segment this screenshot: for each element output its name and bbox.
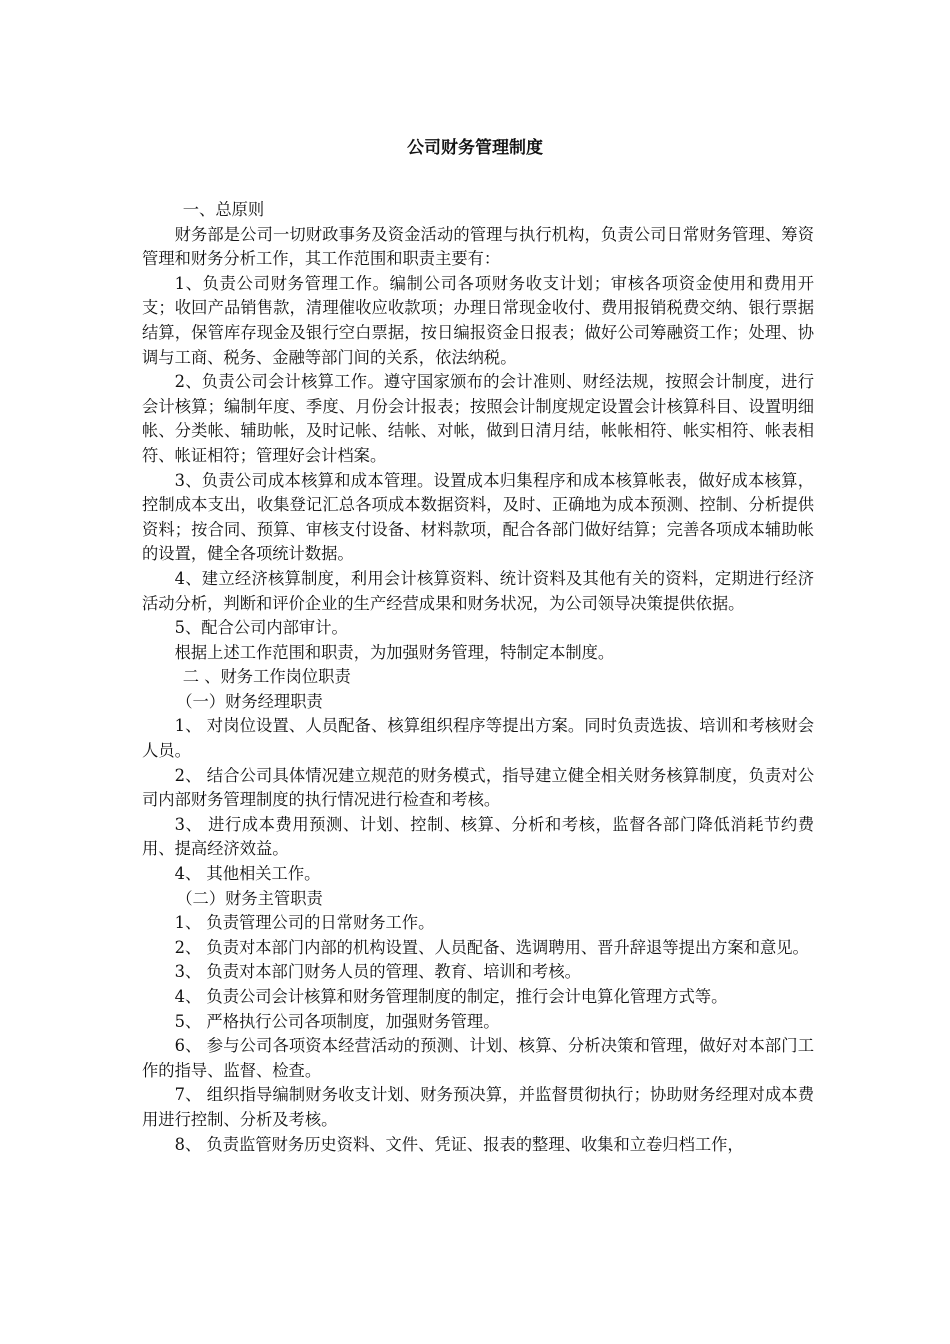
body-paragraph: 5、配合公司内部审计。 — [174, 618, 348, 638]
document-body — [142, 198, 814, 1157]
body-paragraph: 3、负责公司成本核算和成本管理。设置成本归集程序和成本核算帐表，做好成本核算，控制成本支出，收集登记汇总各项成本数据资料，及时、正确地为成本预测、控制、分析提供资料；按合同、预算、审核支付设备、材料款项，配合各部门做好结算；完善各项成本辅助帐的设置，健全各项统计数据。 — [142, 470, 814, 564]
body-paragraph: 7、 组织指导编制财务收支计划、财务预决算，并监督贯彻执行；协助财务经理对成本费用进行控制、分析及考核。 — [142, 1085, 814, 1129]
body-paragraph: 1、 负责管理公司的日常财务工作。 — [174, 913, 435, 933]
body-paragraph: 根据上述工作范围和职责，为加强财务管理，特制定本制度。 — [174, 642, 615, 662]
body-paragraph: 3、 负责对本部门财务人员的管理、教育、培训和考核。 — [174, 962, 581, 982]
document-title: 公司财务管理制度 — [407, 138, 543, 158]
body-paragraph: 3、 进行成本费用预测、计划、控制、核算、分析和考核，监督各部门降低消耗节约费用、提高经济效益。 — [142, 814, 814, 859]
body-paragraph: 4、建立经济核算制度，利用会计核算资料、统计资料及其他有关的资料，定期进行经济活动分析，判断和评价企业的生产经营成果和财务状况，为公司领导决策提供依据。 — [142, 568, 814, 613]
body-paragraph: 1、负责公司财务管理工作。编制公司各项财务收支计划；审核各项资金使用和费用开支；收回产品销售款，清理催收应收款项；办理日常现金收付、费用报销税费交纳、银行票据结算，保管库存现金及银行空白票据，按日编报资金日报表；做好公司筹融资工作；处理、协调与工商、税务、金融等部门间的关系，依法纳税。 — [142, 273, 814, 367]
body-paragraph: 4、 负责公司会计核算和财务管理制度的制定，推行会计电算化管理方式等。 — [174, 987, 728, 1006]
body-paragraph: 4、 其他相关工作。 — [174, 864, 321, 884]
body-paragraph: 财务部是公司一切财政事务及资金活动的管理与执行机构，负责公司日常财务管理、筹资管理和财务分析工作，其工作范围和职责主要有： — [142, 224, 814, 269]
section-heading: 二 、财务工作岗位职责 — [182, 667, 351, 687]
section-heading: （一）财务经理职责 — [176, 691, 323, 711]
section-heading: （二）财务主管职责 — [176, 888, 323, 908]
body-paragraph: 6、 参与公司各项资本经营活动的预测、计划、核算、分析决策和管理，做好对本部门工作的指导、监督、检查。 — [142, 1036, 814, 1080]
body-paragraph: 5、 严格执行公司各项制度，加强财务管理。 — [174, 1011, 500, 1031]
body-paragraph: 1、 对岗位设置、人员配备、核算组织程序等提出方案。同时负责选拔、培训和考核财会人员。 — [142, 716, 814, 761]
section-heading: 一、总原则 — [182, 200, 265, 219]
body-paragraph: 8、 负责监管财务历史资料、文件、凭证、报表的整理、收集和立卷归档工作， — [174, 1134, 744, 1154]
body-paragraph: 2、负责公司会计核算工作。遵守国家颁布的会计准则、财经法规，按照会计制度，进行会计核算；编制年度、季度、月份会计报表；按照会计制度规定设置会计核算科目、设置明细帐、分类帐、辅助帐，及时记帐、结帐、对帐，做到日清月结，帐帐相符、帐实相符、帐表相符、帐证相符；管理好会计档案。 — [142, 372, 814, 465]
body-paragraph: 2、 负责对本部门内部的机构设置、人员配备、选调聘用、晋升辞退等提出方案和意见。 — [174, 937, 809, 957]
body-paragraph: 2、 结合公司具体情况建立规范的财务模式，指导建立健全相关财务核算制度，负责对公司内部财务管理制度的执行情况进行检查和考核。 — [142, 765, 814, 810]
